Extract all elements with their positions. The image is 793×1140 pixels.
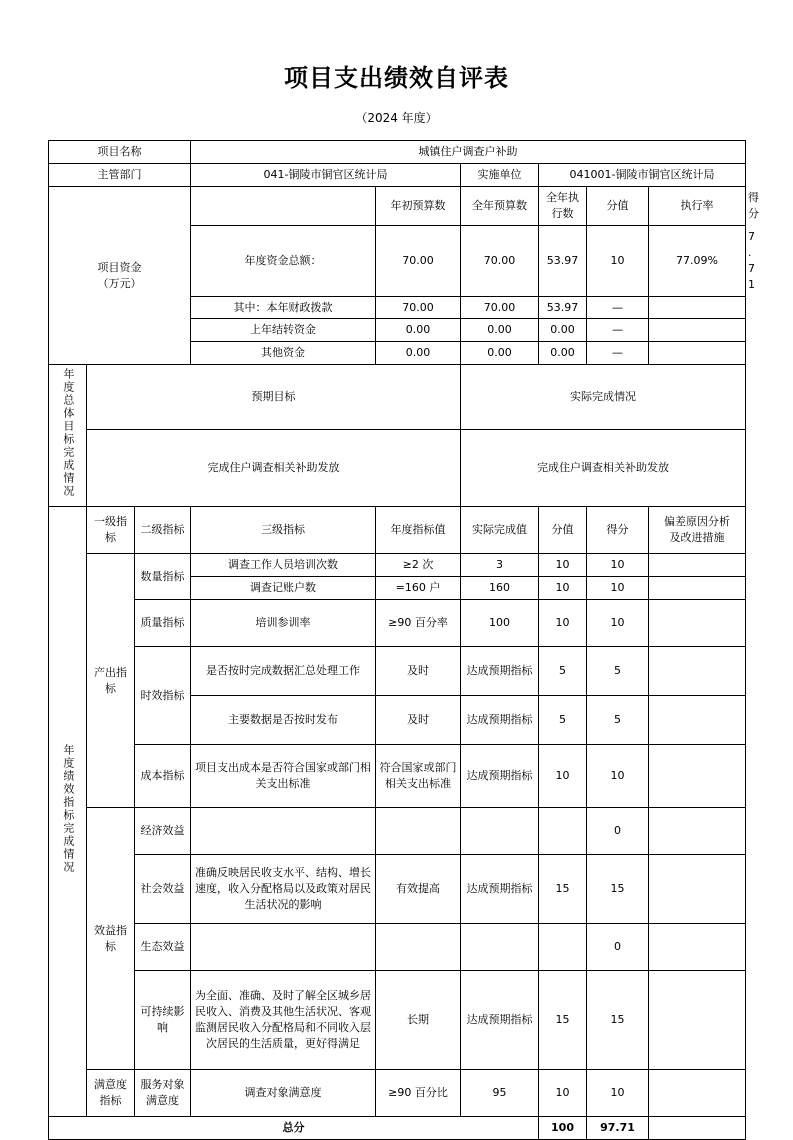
department-value: 041-铜陵市铜官区统计局	[191, 163, 461, 186]
indicator-col-deviation: 偏差原因分析 及改进措施	[649, 507, 746, 554]
indicator-score: 15	[587, 855, 649, 924]
indicator-actual: 达成预期指标	[461, 855, 539, 924]
funds-row-rate	[649, 319, 746, 342]
funds-col-weight: 分值	[587, 186, 649, 225]
funds-row-rate: 77.09%	[649, 225, 746, 296]
indicator-weight: 10	[539, 577, 587, 600]
indicator-col-target: 年度指标值	[376, 507, 461, 554]
indicator-level3: 调查对象满意度	[191, 1070, 376, 1117]
table-row-department	[49, 163, 746, 186]
indicator-deviation	[649, 808, 746, 855]
indicator-actual: 达成预期指标	[461, 696, 539, 745]
indicator-level1-satisfaction: 满意度指标	[87, 1070, 135, 1117]
funds-row-weight: —	[587, 319, 649, 342]
indicator-weight: 10	[539, 600, 587, 647]
indicator-score: 10	[587, 745, 649, 808]
indicator-deviation	[649, 1070, 746, 1117]
indicator-deviation	[649, 600, 746, 647]
implementing-unit-value: 041001-铜陵市铜官区统计局	[539, 163, 746, 186]
indicator-level3: 准确反映居民收支水平、结构、增长速度，收入分配格局以及政策对居民生活状况的影响	[191, 855, 376, 924]
indicator-weight: 15	[539, 855, 587, 924]
indicator-col-actual: 实际完成值	[461, 507, 539, 554]
table-row-total	[49, 1117, 746, 1140]
indicator-actual: 达成预期指标	[461, 971, 539, 1070]
funds-label-line1: 项目资金	[97, 260, 142, 274]
funds-row-annual: 70.00	[461, 225, 539, 296]
indicator-actual	[461, 924, 539, 971]
table-row-indicator	[49, 924, 746, 971]
indicator-weight: 5	[539, 696, 587, 745]
total-deviation	[649, 1117, 746, 1140]
indicator-deviation	[649, 971, 746, 1070]
funds-label	[49, 186, 191, 364]
indicator-weight	[539, 924, 587, 971]
funds-row-name: 上年结转资金	[191, 319, 376, 342]
funds-col-begin-budget: 年初预算数	[376, 186, 461, 225]
funds-row-annual: 0.00	[461, 342, 539, 365]
indicator-level3: 调查记账户数	[191, 577, 376, 600]
indicator-score: 10	[587, 600, 649, 647]
annual-goal-expected-value: 完成住户调查相关补助发放	[87, 430, 461, 507]
annual-goal-actual-value: 完成住户调查相关补助发放	[461, 430, 746, 507]
table-row-funds-total: 年度资金总额： 70.00 70.00 53.97 10 77.09% 7.71	[49, 225, 746, 296]
indicator-level2-economic: 经济效益	[135, 808, 191, 855]
indicator-target: 有效提高	[376, 855, 461, 924]
indicator-col-level3: 三级指标	[191, 507, 376, 554]
indicator-deviation	[649, 647, 746, 696]
funds-row-weight: —	[587, 296, 649, 319]
indicator-deviation	[649, 696, 746, 745]
indicator-deviation	[649, 554, 746, 577]
total-score: 97.71	[587, 1117, 649, 1140]
indicator-level1-output: 产出指标	[87, 554, 135, 808]
indicator-level2-quality: 质量指标	[135, 600, 191, 647]
indicator-weight: 5	[539, 647, 587, 696]
indicator-level2-sustainable: 可持续影响	[135, 971, 191, 1070]
indicator-deviation	[649, 577, 746, 600]
funds-row-rate	[649, 342, 746, 365]
funds-row-annual: 0.00	[461, 319, 539, 342]
funds-col-annual-budget: 全年预算数	[461, 186, 539, 225]
indicator-deviation	[649, 745, 746, 808]
funds-row-name: 其中：本年财政拨款	[191, 296, 376, 319]
indicator-target: ≥90 百分比	[376, 1070, 461, 1117]
indicator-col-level2: 二级指标	[135, 507, 191, 554]
funds-row-name: 年度资金总额：	[191, 225, 376, 296]
table-row-indicator	[49, 600, 746, 647]
funds-row-name: 其他资金	[191, 342, 376, 365]
indicator-score: 10	[587, 1070, 649, 1117]
indicator-target: ≥2 次	[376, 554, 461, 577]
indicator-col-weight: 分值	[539, 507, 587, 554]
funds-row-exec: 53.97	[539, 225, 587, 296]
funds-col-annual-exec: 全年执行数	[539, 186, 587, 225]
total-weight: 100	[539, 1117, 587, 1140]
table-row-indicator	[49, 971, 746, 1070]
indicator-level3: 为全面、准确、及时了解全区城乡居民收入、消费及其他生活状况、客观监测居民收入分配格局和不同收入层次居民的生活质量，更好得满足	[191, 971, 376, 1070]
project-name-label: 项目名称	[49, 141, 191, 164]
indicator-level2-timeliness: 时效指标	[135, 647, 191, 745]
funds-row-weight: —	[587, 342, 649, 365]
indicator-score: 10	[587, 554, 649, 577]
project-name-value: 城镇住户调查户补助	[191, 141, 746, 164]
indicator-level3: 调查工作人员培训次数	[191, 554, 376, 577]
funds-row-exec: 53.97	[539, 296, 587, 319]
table-row-indicator	[49, 745, 746, 808]
indicator-target: 及时	[376, 647, 461, 696]
indicator-score: 10	[587, 577, 649, 600]
indicator-level3	[191, 808, 376, 855]
indicator-score: 15	[587, 971, 649, 1070]
table-row-annual-goal-header	[49, 365, 746, 430]
page-subtitle: （2024 年度）	[355, 111, 438, 125]
total-label: 总分	[49, 1117, 539, 1140]
indicator-actual: 160	[461, 577, 539, 600]
indicator-weight: 10	[539, 745, 587, 808]
funds-row-annual: 70.00	[461, 296, 539, 319]
indicator-weight: 15	[539, 971, 587, 1070]
indicator-level1-benefit: 效益指标	[87, 808, 135, 1070]
indicator-level2-cost: 成本指标	[135, 745, 191, 808]
funds-row-begin: 0.00	[376, 342, 461, 365]
table-row-funds-header: 项目资金 （万元） 年初预算数 全年预算数 全年执行数 分值 执行率 得分	[49, 186, 746, 225]
annual-goal-actual-header: 实际完成情况	[461, 365, 746, 430]
indicator-level2-ecological: 生态效益	[135, 924, 191, 971]
indicators-side-label: 年度绩效指标完成情况	[49, 507, 87, 1117]
indicator-target: =160 户	[376, 577, 461, 600]
funds-col-empty	[191, 186, 376, 225]
indicator-actual: 100	[461, 600, 539, 647]
funds-label-line2: （万元）	[97, 276, 142, 290]
indicator-actual: 达成预期指标	[461, 647, 539, 696]
indicator-level3: 是否按时完成数据汇总处理工作	[191, 647, 376, 696]
indicator-level2-social: 社会效益	[135, 855, 191, 924]
indicator-actual: 95	[461, 1070, 539, 1117]
indicator-level2-service-satisfaction: 服务对象满意度	[135, 1070, 191, 1117]
table-row-indicator	[49, 1070, 746, 1117]
indicator-deviation	[649, 924, 746, 971]
funds-row-begin: 70.00	[376, 225, 461, 296]
funds-row-rate	[649, 296, 746, 319]
indicator-weight: 10	[539, 554, 587, 577]
indicator-deviation	[649, 855, 746, 924]
indicator-score: 0	[587, 924, 649, 971]
indicator-level2-quantity: 数量指标	[135, 554, 191, 600]
indicator-target: 及时	[376, 696, 461, 745]
indicator-target: ≥90 百分率	[376, 600, 461, 647]
indicator-level3: 培训参训率	[191, 600, 376, 647]
indicator-actual	[461, 808, 539, 855]
indicator-col-level1: 一级指标	[87, 507, 135, 554]
funds-row-exec: 0.00	[539, 342, 587, 365]
annual-goal-expected-header: 预期目标	[87, 365, 461, 430]
indicator-score: 0	[587, 808, 649, 855]
indicator-actual: 3	[461, 554, 539, 577]
funds-row-begin: 70.00	[376, 296, 461, 319]
indicator-score: 5	[587, 696, 649, 745]
table-row-project-name	[49, 141, 746, 164]
indicator-weight	[539, 808, 587, 855]
performance-self-evaluation-table	[48, 140, 760, 1140]
funds-col-rate: 执行率	[649, 186, 746, 225]
implementing-unit-label: 实施单位	[461, 163, 539, 186]
indicator-col-score: 得分	[587, 507, 649, 554]
indicator-target	[376, 808, 461, 855]
indicator-score: 5	[587, 647, 649, 696]
annual-goal-side-label: 年度总体目标完成情况	[49, 365, 87, 507]
table-row-indicator	[49, 647, 746, 696]
table-row-indicator	[49, 554, 746, 577]
indicator-target: 长期	[376, 971, 461, 1070]
table-row-annual-goal-values	[49, 430, 746, 507]
indicator-level3: 主要数据是否按时发布	[191, 696, 376, 745]
indicator-weight: 10	[539, 1070, 587, 1117]
indicator-level3	[191, 924, 376, 971]
table-row-indicator	[49, 855, 746, 924]
table-row-indicator	[49, 808, 746, 855]
table-row-indicator-header	[49, 507, 746, 554]
indicator-target	[376, 924, 461, 971]
indicator-target: 符合国家或部门相关支出标准	[376, 745, 461, 808]
funds-row-exec: 0.00	[539, 319, 587, 342]
page-title: 项目支出绩效自评表	[284, 64, 509, 92]
department-label: 主管部门	[49, 163, 191, 186]
indicator-level3: 项目支出成本是否符合国家或部门相关支出标准	[191, 745, 376, 808]
funds-row-begin: 0.00	[376, 319, 461, 342]
indicator-actual: 达成预期指标	[461, 745, 539, 808]
funds-row-weight: 10	[587, 225, 649, 296]
